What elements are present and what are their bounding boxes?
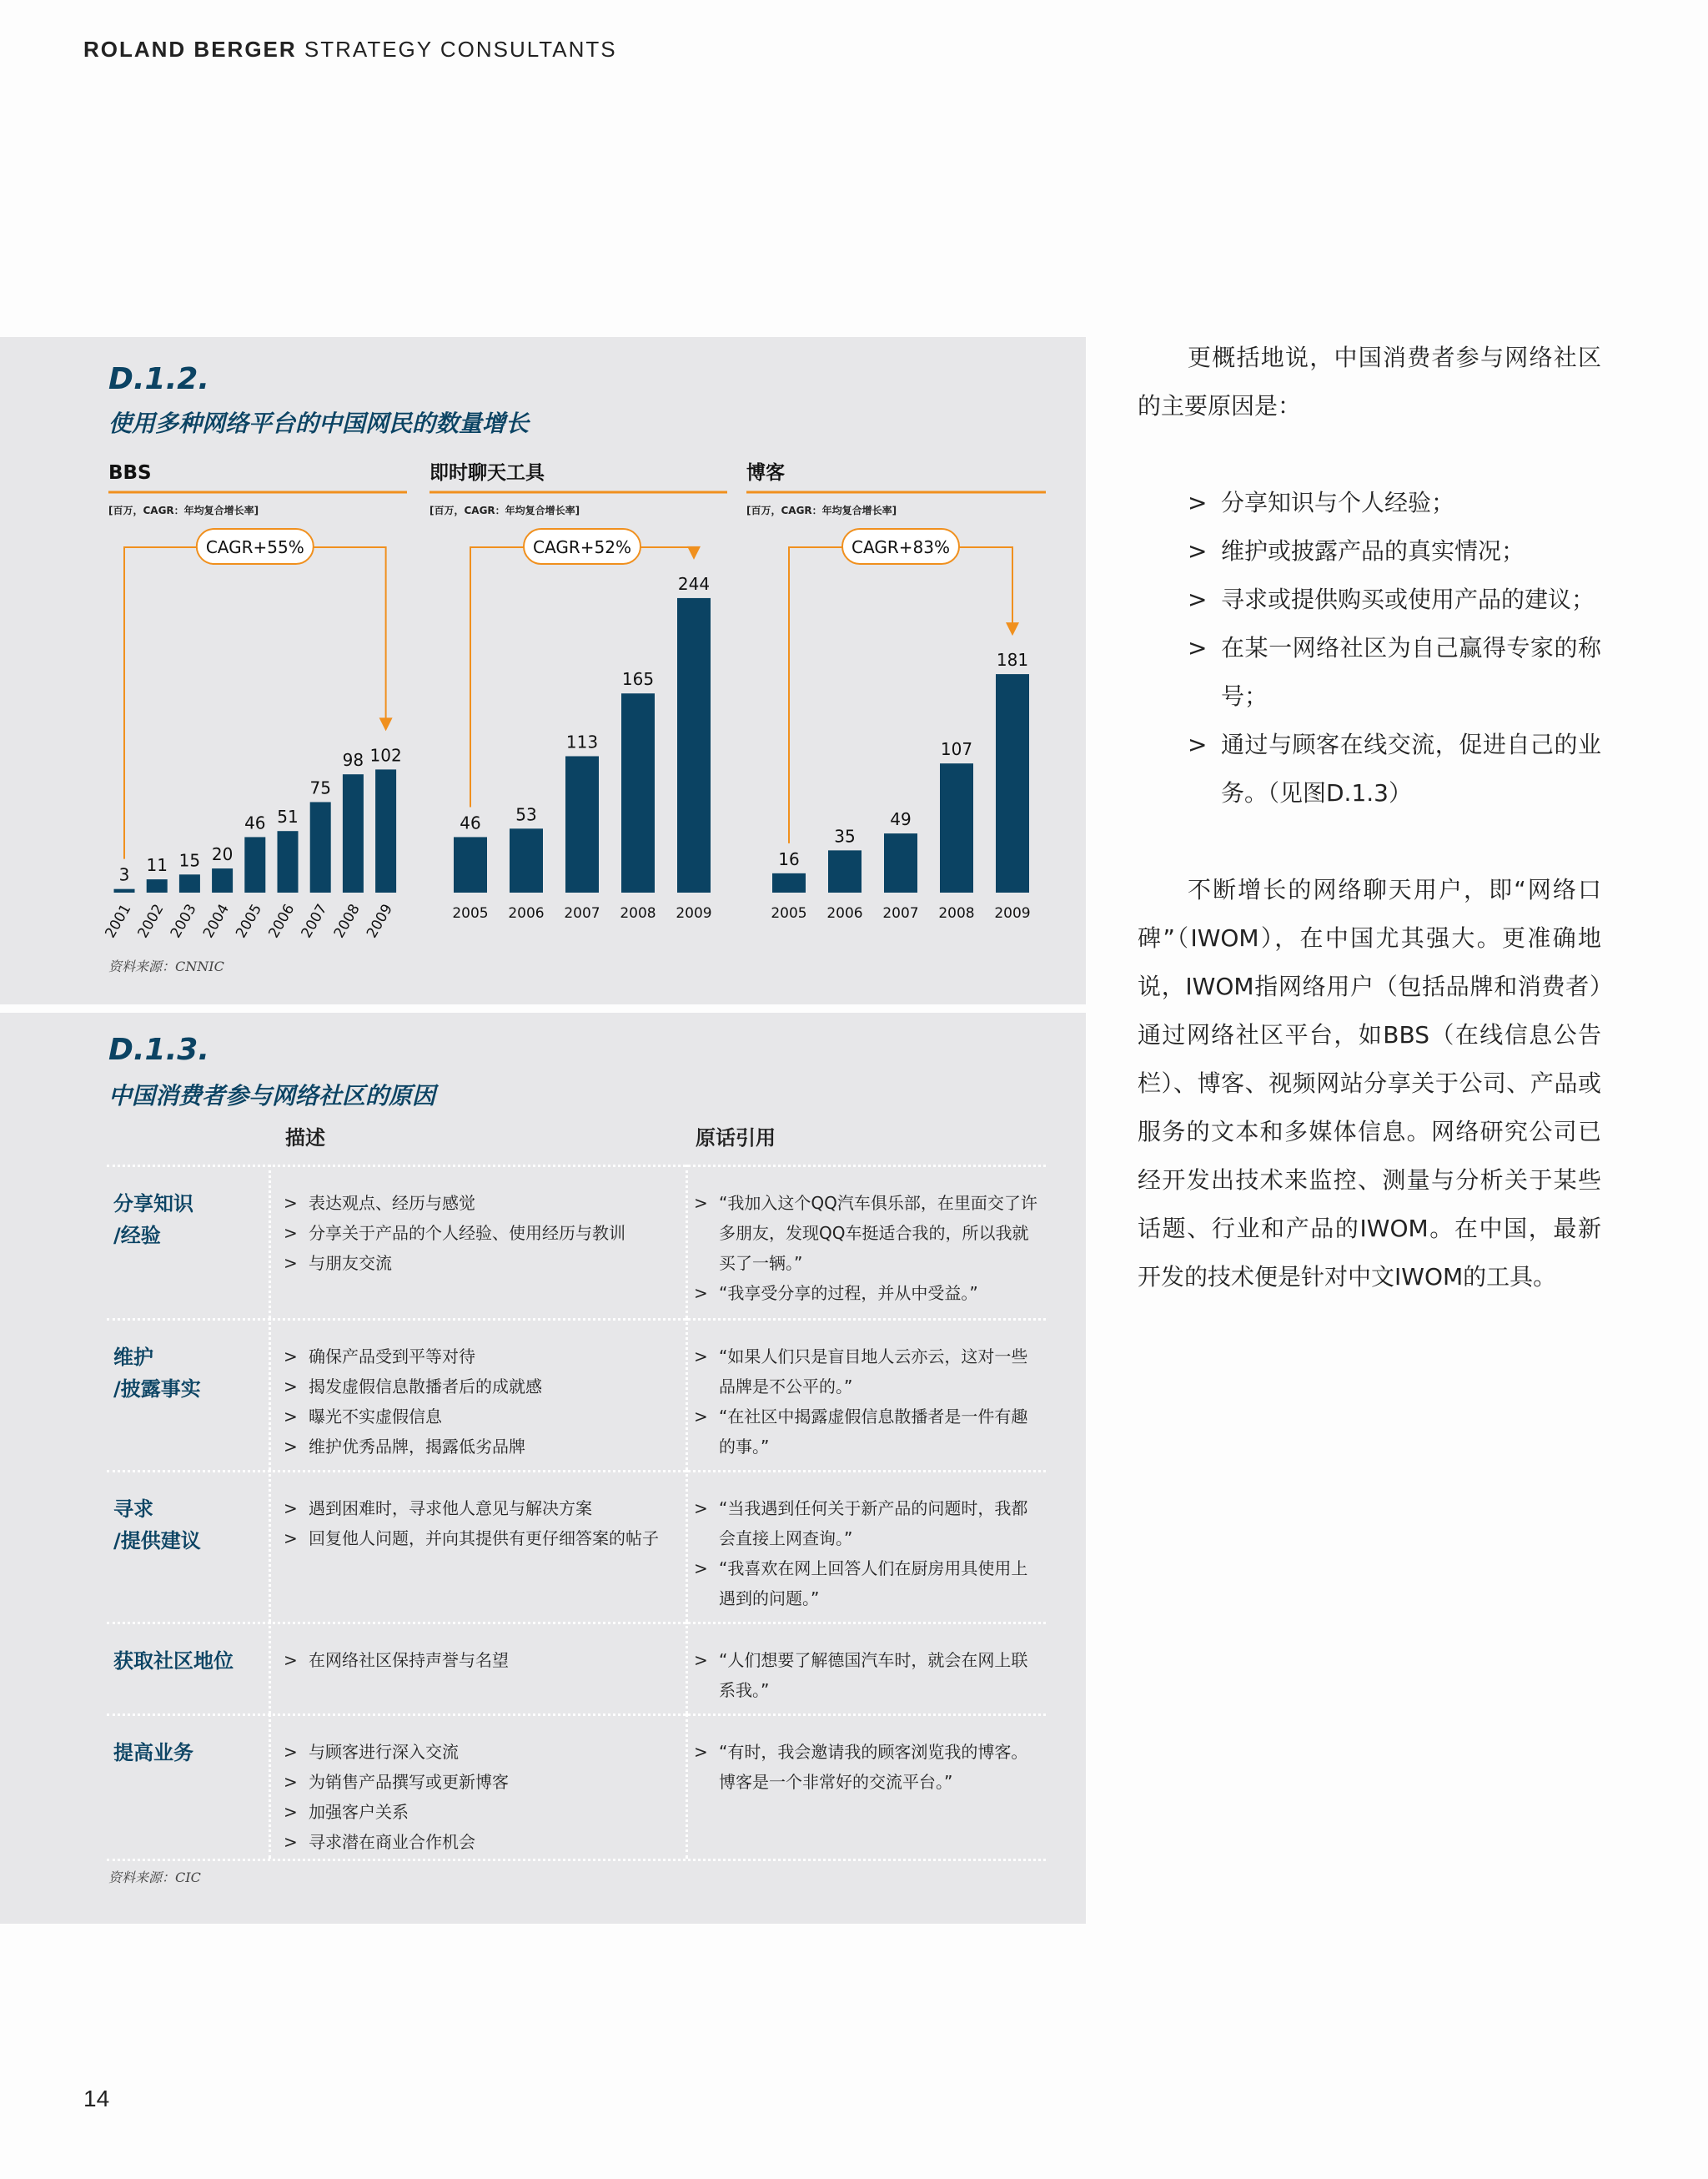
tick-label: 2002 xyxy=(134,901,168,941)
quote-item: > “我享受分享的过程，并从中受益。” xyxy=(694,1278,1044,1308)
data-label: 75 xyxy=(309,777,331,798)
table-divider xyxy=(107,1859,1046,1861)
reason-list xyxy=(1138,479,1601,818)
table-column-divider xyxy=(686,1165,688,1318)
bar xyxy=(454,837,487,893)
row-label-line: /提供建议 xyxy=(113,1529,201,1552)
row-description-list xyxy=(284,1493,676,1553)
bar xyxy=(510,828,543,893)
tick-label: 2008 xyxy=(620,905,656,922)
figure-d13-title: 中国消费者参与网络社区的原因 xyxy=(108,1082,436,1110)
table-divider xyxy=(107,1318,1046,1321)
intro-paragraph: 更概括地说，中国消费者参与网络社区的主要原因是： xyxy=(1138,344,1601,420)
description-item: > 与顾客进行深入交流 xyxy=(284,1737,676,1767)
tick-label: 2005 xyxy=(771,905,807,922)
bar xyxy=(114,889,135,893)
description-item: > 为销售产品撰写或更新博客 xyxy=(284,1767,676,1797)
chart-subtitle-2: [百万，CAGR：年均复合增长率] xyxy=(746,505,897,516)
cagr-arrowhead-0 xyxy=(379,717,393,731)
bar-charts xyxy=(0,337,1086,1004)
row-label xyxy=(113,1645,234,1677)
tick-label: 2007 xyxy=(882,905,919,922)
row-label-line: 提高业务 xyxy=(113,1741,193,1764)
table-divider xyxy=(107,1165,1046,1167)
row-label-line: 获取社区地位 xyxy=(113,1649,234,1673)
row-description-list xyxy=(284,1645,676,1675)
data-label: 113 xyxy=(565,732,599,752)
row-label xyxy=(113,1341,201,1405)
description-item: > 遇到困难时，寻求他人意见与解决方案 xyxy=(284,1493,676,1523)
tick-label: 2006 xyxy=(826,905,863,922)
row-description-list xyxy=(284,1188,676,1278)
reason-item: > 分享知识与个人经验； xyxy=(1138,479,1601,527)
brand-header: ROLAND BERGER STRATEGY CONSULTANTS xyxy=(83,37,617,62)
reason-item: > 维护或披露产品的真实情况； xyxy=(1138,527,1601,576)
data-label: 102 xyxy=(369,745,402,766)
data-label: 46 xyxy=(244,813,266,833)
bar xyxy=(565,756,599,893)
bar xyxy=(884,833,917,893)
table-column-divider xyxy=(686,1622,688,1714)
tick-label: 2009 xyxy=(363,901,396,941)
data-label: 16 xyxy=(778,848,800,869)
description-item: > 曝光不实虚假信息 xyxy=(284,1402,676,1432)
bar xyxy=(621,693,655,893)
iwom-paragraph: 不断增长的网络聊天用户，即“网络口碑”（IWOM），在中国尤其强大。更准确地说，IWOM指网络用户（包括品牌和消费者）通过网络社区平台，如BBS（在线信息公告栏）、博客、视频网站分享关于公司、产品或服务的文本和多媒体信息。网络研究公司已经开发出技术来监控、测量与分析关于某些话题、行业和产品的IWOM。在中国，最新开发的技术便是针对中文IWOM的工具。 xyxy=(1138,876,1601,1291)
row-label-line: /披露事实 xyxy=(113,1377,201,1401)
cagr-label-1: CAGR+52% xyxy=(533,537,631,557)
table-column-divider xyxy=(269,1470,271,1622)
tick-label: 2008 xyxy=(330,901,364,941)
tick-label: 2001 xyxy=(102,901,135,941)
table-divider xyxy=(107,1470,1046,1472)
cagr-label-2: CAGR+83% xyxy=(851,537,950,557)
data-label: 35 xyxy=(834,826,856,847)
cagr-bracket-2 xyxy=(789,547,1012,843)
page-number: 14 xyxy=(83,2086,110,2111)
chart-title-0: BBS xyxy=(108,462,152,484)
description-item: > 表达观点、经历与感觉 xyxy=(284,1188,676,1218)
tick-label: 2003 xyxy=(167,901,200,941)
data-label: 181 xyxy=(996,650,1029,671)
bar xyxy=(244,837,265,893)
reason-item: > 寻求或提供购买或使用产品的建议； xyxy=(1138,576,1601,624)
right-column-text xyxy=(1138,334,1601,1301)
description-item: > 确保产品受到平等对待 xyxy=(284,1341,676,1371)
bar xyxy=(147,879,168,893)
quote-item: > “如果人们只是盲目地人云亦云，这对一些品牌是不公平的。” xyxy=(694,1341,1044,1402)
reason-item: > 通过与顾客在线交流，促进自己的业务。（见图D.1.3） xyxy=(1138,721,1601,818)
table-column-divider xyxy=(269,1622,271,1714)
tick-label: 2009 xyxy=(676,905,712,922)
bar xyxy=(828,850,862,893)
data-label: 15 xyxy=(178,850,201,871)
tick-label: 2006 xyxy=(508,905,545,922)
table-column-divider xyxy=(686,1470,688,1622)
data-label: 3 xyxy=(118,864,130,885)
cagr-arrowhead-1 xyxy=(687,546,701,560)
data-label: 244 xyxy=(677,573,711,594)
bar xyxy=(343,774,364,893)
bar xyxy=(278,831,299,893)
cagr-label-0: CAGR+55% xyxy=(205,537,304,557)
chart-subtitle-1: [百万，CAGR：年均复合增长率] xyxy=(430,505,580,516)
row-label xyxy=(113,1737,193,1769)
row-description-list xyxy=(284,1341,676,1462)
bar xyxy=(212,868,233,893)
figure-d12-panel xyxy=(0,337,1086,1004)
quote-item: > “在社区中揭露虚假信息散播者是一件有趣的事。” xyxy=(694,1402,1044,1462)
quote-item: > “我加入这个QQ汽车俱乐部，在里面交了许多朋友，发现QQ车挺适合我的，所以我就买了一辆。” xyxy=(694,1188,1044,1278)
table-column-divider xyxy=(269,1714,271,1859)
data-label: 107 xyxy=(940,739,973,760)
figure-d13-source: 资料来源：CIC xyxy=(108,1870,201,1885)
table-column-divider xyxy=(686,1318,688,1470)
description-item: > 寻求潜在商业合作机会 xyxy=(284,1827,676,1857)
tick-label: 2005 xyxy=(233,901,266,941)
data-label: 165 xyxy=(621,669,655,690)
data-label: 11 xyxy=(146,855,168,876)
description-item: > 加强客户关系 xyxy=(284,1797,676,1827)
quote-item: > “人们想要了解德国汽车时，就会在网上联系我。” xyxy=(694,1645,1044,1705)
table-column-divider xyxy=(686,1714,688,1859)
row-quote-list xyxy=(694,1493,1044,1613)
reason-item: > 在某一网络社区为自己赢得专家的称号； xyxy=(1138,624,1601,721)
figure-d12-title: 使用多种网络平台的中国网民的数量增长 xyxy=(108,410,530,437)
tick-label: 2004 xyxy=(199,901,233,941)
description-item: > 回复他人问题，并向其提供有更仔细答案的帖子 xyxy=(284,1523,676,1553)
row-description-list xyxy=(284,1737,676,1857)
data-label: 49 xyxy=(890,809,912,830)
row-quote-list xyxy=(694,1188,1044,1308)
bar xyxy=(179,874,200,893)
quote-item: > “我喜欢在网上回答人们在厨房用具使用上遇到的问题。” xyxy=(694,1553,1044,1613)
description-item: > 与朋友交流 xyxy=(284,1248,676,1278)
bar xyxy=(772,873,806,893)
data-label: 46 xyxy=(460,813,481,833)
chart-title-1: 即时聊天工具 xyxy=(430,462,545,484)
row-label xyxy=(113,1188,193,1251)
table-column-divider xyxy=(269,1165,271,1318)
row-label-line: 寻求 xyxy=(113,1497,153,1521)
tick-label: 2005 xyxy=(452,905,489,922)
row-quote-list xyxy=(694,1737,1044,1797)
description-item: > 分享关于产品的个人经验、使用经历与教训 xyxy=(284,1218,676,1248)
data-label: 98 xyxy=(342,750,364,771)
row-label-line: /经验 xyxy=(113,1224,161,1247)
quote-item: > “当我遇到任何关于新产品的问题时，我都会直接上网查询。” xyxy=(694,1493,1044,1553)
cagr-arrowhead-2 xyxy=(1006,622,1019,636)
column-header-quotes: 原话引用 xyxy=(696,1126,776,1150)
tick-label: 2006 xyxy=(265,901,299,941)
bar xyxy=(310,802,331,893)
tick-label: 2007 xyxy=(298,901,331,941)
table-divider xyxy=(107,1714,1046,1716)
description-item: > 揭发虚假信息散播者后的成就感 xyxy=(284,1371,676,1402)
row-label xyxy=(113,1493,201,1557)
bar xyxy=(375,769,396,893)
description-item: > 在网络社区保持声誉与名望 xyxy=(284,1645,676,1675)
description-item: > 维护优秀品牌，揭露低劣品牌 xyxy=(284,1432,676,1462)
table-divider xyxy=(107,1622,1046,1624)
chart-title-2: 博客 xyxy=(746,462,785,484)
quote-item: > “有时，我会邀请我的顾客浏览我的博客。博客是一个非常好的交流平台。” xyxy=(694,1737,1044,1797)
data-label: 51 xyxy=(277,807,299,828)
tick-label: 2009 xyxy=(994,905,1031,922)
row-label-line: 分享知识 xyxy=(113,1192,193,1215)
row-quote-list xyxy=(694,1341,1044,1462)
bar xyxy=(940,763,973,893)
bar xyxy=(677,598,711,893)
figure-d13-panel xyxy=(0,1013,1086,1924)
table-column-divider xyxy=(269,1318,271,1470)
data-label: 53 xyxy=(515,804,537,825)
data-label: 20 xyxy=(211,844,234,865)
column-header-description: 描述 xyxy=(285,1126,325,1150)
tick-label: 2007 xyxy=(564,905,600,922)
bar xyxy=(996,674,1029,893)
row-label-line: 维护 xyxy=(113,1346,153,1369)
chart-subtitle-0: [百万，CAGR：年均复合增长率] xyxy=(108,505,259,516)
row-quote-list xyxy=(694,1645,1044,1705)
figure-d13-id: D.1.3. xyxy=(108,1033,210,1067)
figure-d12-source: 资料来源：CNNIC xyxy=(108,959,224,974)
tick-label: 2008 xyxy=(938,905,975,922)
figure-d12-id: D.1.2. xyxy=(108,362,210,396)
